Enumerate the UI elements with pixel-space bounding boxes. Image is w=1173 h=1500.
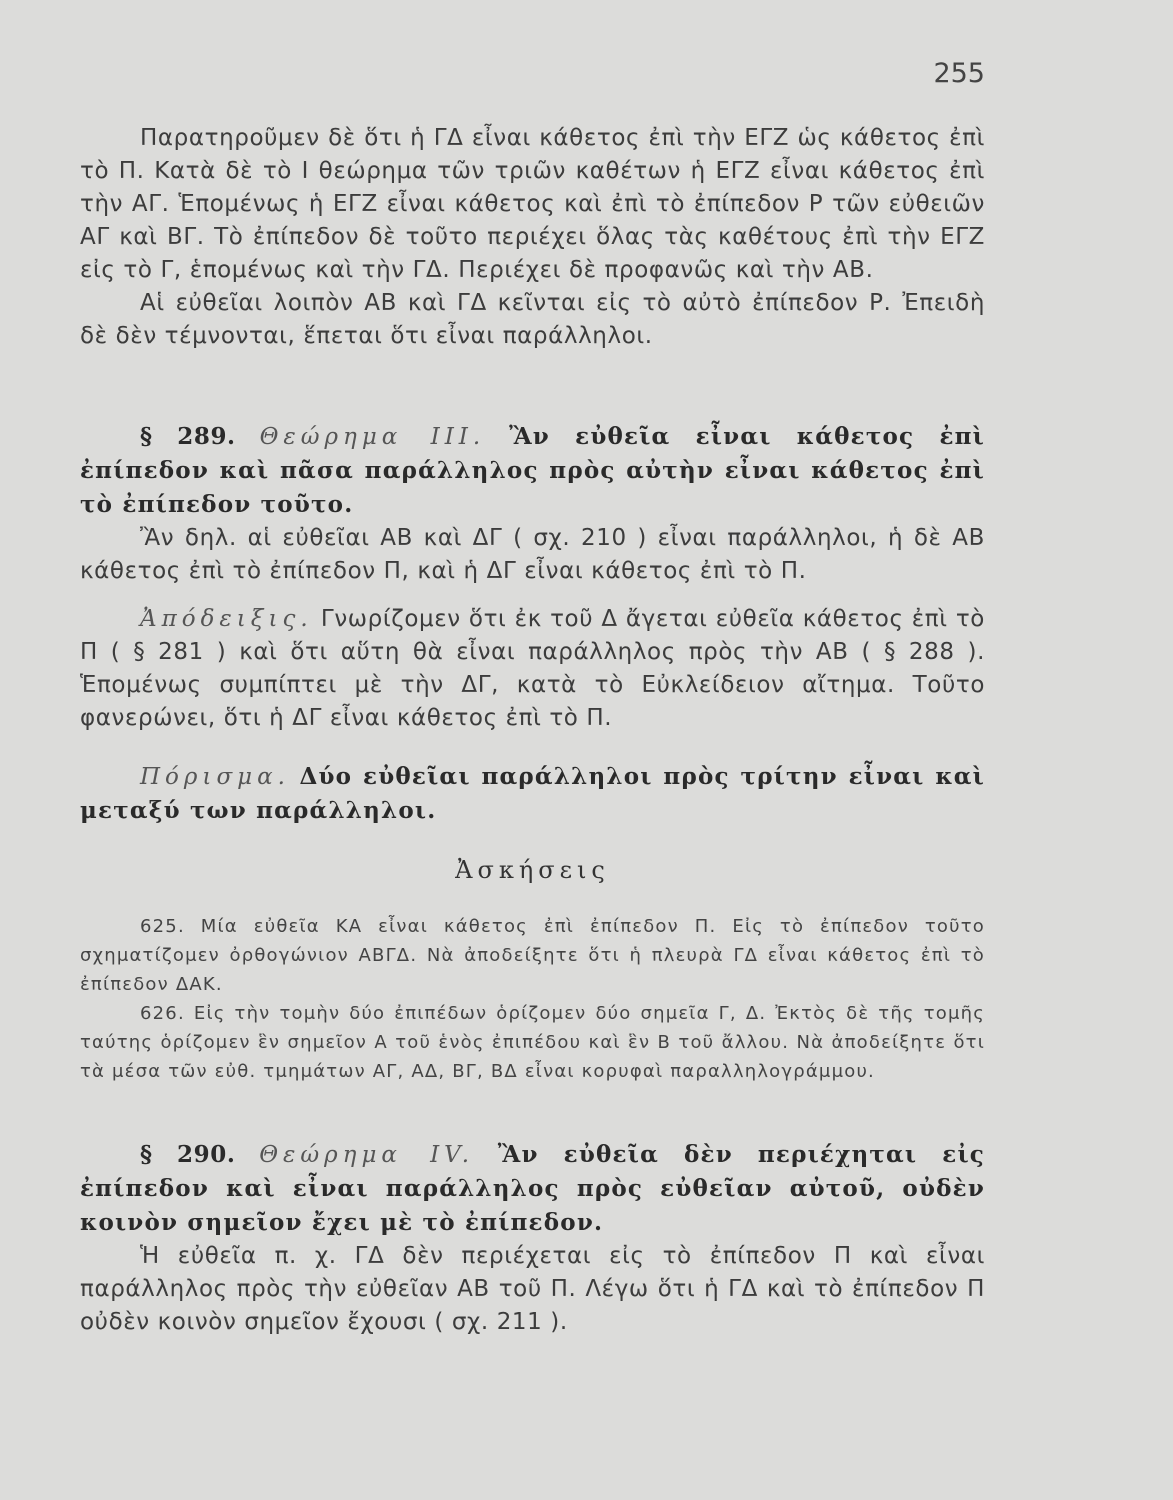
corollary-text: Δύο εὐθεῖαι παράλληλοι πρὸς τρίτην εἶναι καὶ μεταξύ των παράλληλοι. xyxy=(80,763,985,824)
proof-label: Ἀπόδειξις. xyxy=(140,606,313,632)
proof-text: Γνωρίζομεν ὅτι ἐκ τοῦ Δ ἄγεται εὐθεῖα κάθετος ἐπὶ τὸ Π ( § 281 ) καὶ ὅτι αὕτη θὰ εἶναι παράλληλος πρὸς τὴν ΑΒ ( § 288 ). Ἑπομένως συμπίπτει μὲ τὴν ΔΓ, κατὰ τὸ Εὐκλείδειον αἴτημα. Τοῦτο φανερώνει, ὅτι ἡ ΔΓ εἶναι κάθετος ἐπὶ τὸ Π. xyxy=(80,606,985,731)
theorem-text: Ἂν εὐθεῖα εἶναι κάθετος ἐπὶ ἐπίπεδον καὶ πᾶσα παράλληλος πρὸς αὐτὴν εἶναι κάθετος ἐπὶ τὸ ἐπίπεδον τοῦτο. xyxy=(80,423,985,518)
theorem-text: Ἂν εὐθεῖα δὲν περιέχηται εἰς ἐπίπεδον καὶ εἶναι παράλληλος πρὸς εὐθεῖαν αὐτοῦ, οὐδὲν κοινὸν σημεῖον ἔχει μὲ τὸ ἐπίπεδον. xyxy=(80,1141,986,1236)
corollary-block xyxy=(80,760,985,828)
section-number: § 290. xyxy=(140,1141,236,1168)
section-number: § 289. xyxy=(140,423,236,450)
corollary-label: Πόρισμα. xyxy=(140,764,290,790)
exercises-heading: Ἀσκήσεις xyxy=(455,856,610,884)
paragraph: Αἱ εὐθεῖαι λοιπὸν ΑΒ καὶ ΓΔ κεῖνται εἰς τὸ αὐτὸ ἐπίπεδον Ρ. Ἐπειδὴ δὲ δὲν τέμνονται, ἕπεται ὅτι εἶναι παράλληλοι. xyxy=(80,290,985,349)
proof-block xyxy=(80,603,985,735)
proof-paragraph xyxy=(80,603,985,735)
exercise-item: 626. Εἰς τὴν τομὴν δύο ἐπιπέδων ὁρίζομεν δύο σημεῖα Γ, Δ. Ἐκτὸς δὲ τῆς τομῆς ταύτης ὁρίζομεν ἓν σημεῖον Α τοῦ ἑνὸς ἐπιπέδου καὶ ἓν Β τοῦ ἄλλου. Νὰ ἀποδείξητε ὅτι τὰ μέσα τῶν εὐθ. τμημάτων ΑΓ, ΑΔ, ΒΓ, ΒΔ εἶναι κορυφαὶ παραλληλογράμμου. xyxy=(80,1003,985,1082)
theorem-statement xyxy=(80,420,985,522)
exercises-list xyxy=(80,912,985,1086)
theorem-label: Θεώρημα IV. xyxy=(259,1142,475,1168)
theorem-290 xyxy=(80,1138,985,1339)
paragraph-block-1 xyxy=(80,122,985,353)
corollary-paragraph xyxy=(80,760,985,828)
exercise-item: 625. Μία εὐθεῖα ΚΑ εἶναι κάθετος ἐπὶ ἐπίπεδον Π. Εἰς τὸ ἐπίπεδον τοῦτο σχηματίζομεν ὀρθογώνιον ΑΒΓΔ. Νὰ ἀποδείξητε ὅτι ἡ πλευρὰ ΓΔ εἶναι κάθετος ἐπὶ τὸ ἐπίπεδον ΔΑΚ. xyxy=(80,916,985,995)
page-number: 255 xyxy=(933,58,985,89)
hypothesis-paragraph: Ἂν δηλ. αἱ εὐθεῖαι ΑΒ καὶ ΔΓ ( σχ. 210 ) εἶναι παράλληλοι, ἡ δὲ ΑΒ κάθετος ἐπὶ τὸ ἐπίπεδον Π, καὶ ἡ ΔΓ εἶναι κάθετος ἐπὶ τὸ Π. xyxy=(80,525,985,584)
theorem-label: Θεώρημα III. xyxy=(259,424,486,450)
theorem-289 xyxy=(80,420,985,588)
theorem-paragraph: Ἡ εὐθεῖα π. χ. ΓΔ δὲν περιέχεται εἰς τὸ ἐπίπεδον Π καὶ εἶναι παράλληλος πρὸς τὴν εὐθεῖαν ΑΒ τοῦ Π. Λέγω ὅτι ἡ ΓΔ καὶ τὸ ἐπίπεδον Π οὐδὲν κοινὸν σημεῖον ἔχουσι ( σχ. 211 ). xyxy=(80,1243,985,1335)
theorem-statement xyxy=(80,1138,985,1240)
paragraph: Παρατηροῦμεν δὲ ὅτι ἡ ΓΔ εἶναι κάθετος ἐπὶ τὴν ΕΓΖ ὡς κάθετος ἐπὶ τὸ Π. Κατὰ δὲ τὸ Ι θεώρημα τῶν τριῶν καθέτων ἡ ΕΓΖ εἶναι κάθετος ἐπὶ τὴν ΑΓ. Ἑπομένως ἡ ΕΓΖ εἶναι κάθετος καὶ ἐπὶ τὸ ἐπίπεδον Ρ τῶν εὐθειῶν ΑΓ καὶ ΒΓ. Τὸ ἐπίπεδον δὲ τοῦτο περιέχει ὅλας τὰς καθέτους ἐπὶ τὴν ΕΓΖ εἰς τὸ Γ, ἑπομένως καὶ τὴν ΓΔ. Περιέχει δὲ προφανῶς καὶ τὴν ΑΒ. xyxy=(80,125,985,283)
